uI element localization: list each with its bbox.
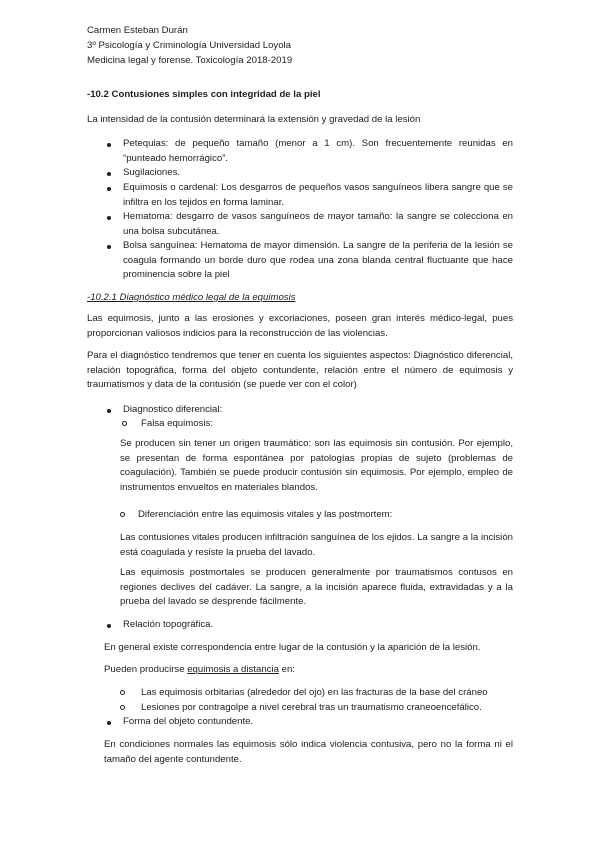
subsection-title: -10.2.1 Diagnóstico médico legal de la equimosis (87, 292, 296, 303)
list-item-relacion-topografica: Relación topográfica. (123, 619, 214, 630)
paragraph-postmortales: Las equimosis postmortales se producen generalmente por traumatismos contusos en regiones declives del cadáver. La sangre, a la incisión aparece fluida, extravidadas y a la prueba del lavado se desprende fácilmente. (120, 567, 513, 608)
paragraph-condiciones-normales: En condiciones normales las equimosis sólo indica violencia contusiva, pero no la forma ni el tamaño del agente contundente. (104, 739, 513, 765)
paragraph-vitales: Las contusiones vitales producen infiltración sanguínea de los ejidos. La sangre a la incisión está coagulada y resiste la prueba del lavado. (120, 532, 513, 558)
list-item-petequias: Petequias: de pequeño tamaño (menor a 1 cm). Son frecuentemente reunidas en “punteado hemorrágico”. (123, 138, 513, 164)
equimosis-distancia-term: equimosis a distancia (187, 664, 279, 675)
list-item-diagnostico-diferencial: Diagnostico diferencial: (123, 404, 223, 415)
bullet-icon (107, 624, 111, 628)
bullet-icon (107, 721, 111, 725)
sublist-item-contragolpe: Lesiones por contragolpe a nivel cerebral tras un traumatismo craneoencefálico. (141, 702, 482, 713)
circle-bullet-icon (120, 690, 125, 695)
circle-bullet-icon (122, 421, 127, 426)
list-item-equimosis: Equimosis o cardenal: Los desgarros de pequeños vasos sanguíneos libera sangre que se infiltra en los tejidos en forma laminar. (123, 182, 513, 208)
paragraph-equimosis-interes: Las equimosis, junto a las erosiones y excoriaciones, poseen gran interés médico-legal, pues proporcionan valiosos indicios para la reconstrucción de las violencias. (87, 313, 513, 339)
bullet-icon (107, 409, 111, 413)
sublist-item-falsa-equimosis: Falsa equimosis: (141, 418, 213, 429)
header-author: Carmen Esteban Durán (87, 25, 188, 36)
pueden-prefix: Pueden producirse (104, 664, 188, 675)
sublist-item-diferenciacion: Diferenciación entre las equimosis vitales y las postmortem: (138, 509, 393, 520)
intro-text: La intensidad de la contusión determinará la extensión y gravedad de la lesión (87, 114, 421, 125)
paragraph-correspondencia: En general existe correspondencia entre lugar de la contusión y la aparición de la lesión. (104, 642, 481, 653)
pueden-suffix: en: (278, 664, 295, 675)
list-item-bolsa: Bolsa sanguínea: Hematoma de mayor dimensión. La sangre de la periferia de la lesión se coagula formando un borde duro que rodea una zona blanda central fluctuante que hace prominencia sobre la piel (123, 240, 513, 281)
bullet-icon (107, 216, 111, 220)
list-item-sugilaciones: Sugilaciones. (123, 167, 181, 178)
sublist-item-orbitarias: Las equimosis orbitarias (alrededor del ojo) en las fracturas de la base del cráneo (141, 687, 488, 698)
paragraph-equimosis-distancia (104, 663, 295, 676)
paragraph-falsa-equimosis: Se producen sin tener un origen traumático: son las equimosis sin contusión. Por ejemplo, se presentan de forma espontánea por patologías propias de sujeto (problemas de coagulación). También se puede producir contusión sin equimosis. Por ejemplo, empleo de instrumentos envueltos en materiales blandos. (120, 438, 513, 493)
circle-bullet-icon (120, 705, 125, 710)
header-subject: Medicina legal y forense. Toxicología 2018-2019 (87, 55, 293, 66)
bullet-icon (107, 172, 111, 176)
list-item-forma-objeto: Forma del objeto contundente. (123, 716, 254, 727)
paragraph-diagnostico-aspectos: Para el diagnóstico tendremos que tener en cuenta los siguientes aspectos: Diagnóstico diferencial, relación topográfica, forma del objeto contundente, relación entre el número de equimosis y traumatismos y data de la contusión (se puede ver con el color) (87, 350, 513, 391)
list-item-hematoma: Hematoma: desgarro de vasos sanguíneos de mayor tamaño: la sangre se colecciona en una bolsa subcutánea. (123, 211, 513, 237)
circle-bullet-icon (120, 512, 125, 517)
section-title: -10.2 Contusiones simples con integridad de la piel (87, 89, 321, 100)
header-course: 3º Psicología y Criminología Universidad Loyola (87, 40, 292, 51)
bullet-icon (107, 143, 111, 147)
bullet-icon (107, 187, 111, 191)
bullet-icon (107, 245, 111, 249)
